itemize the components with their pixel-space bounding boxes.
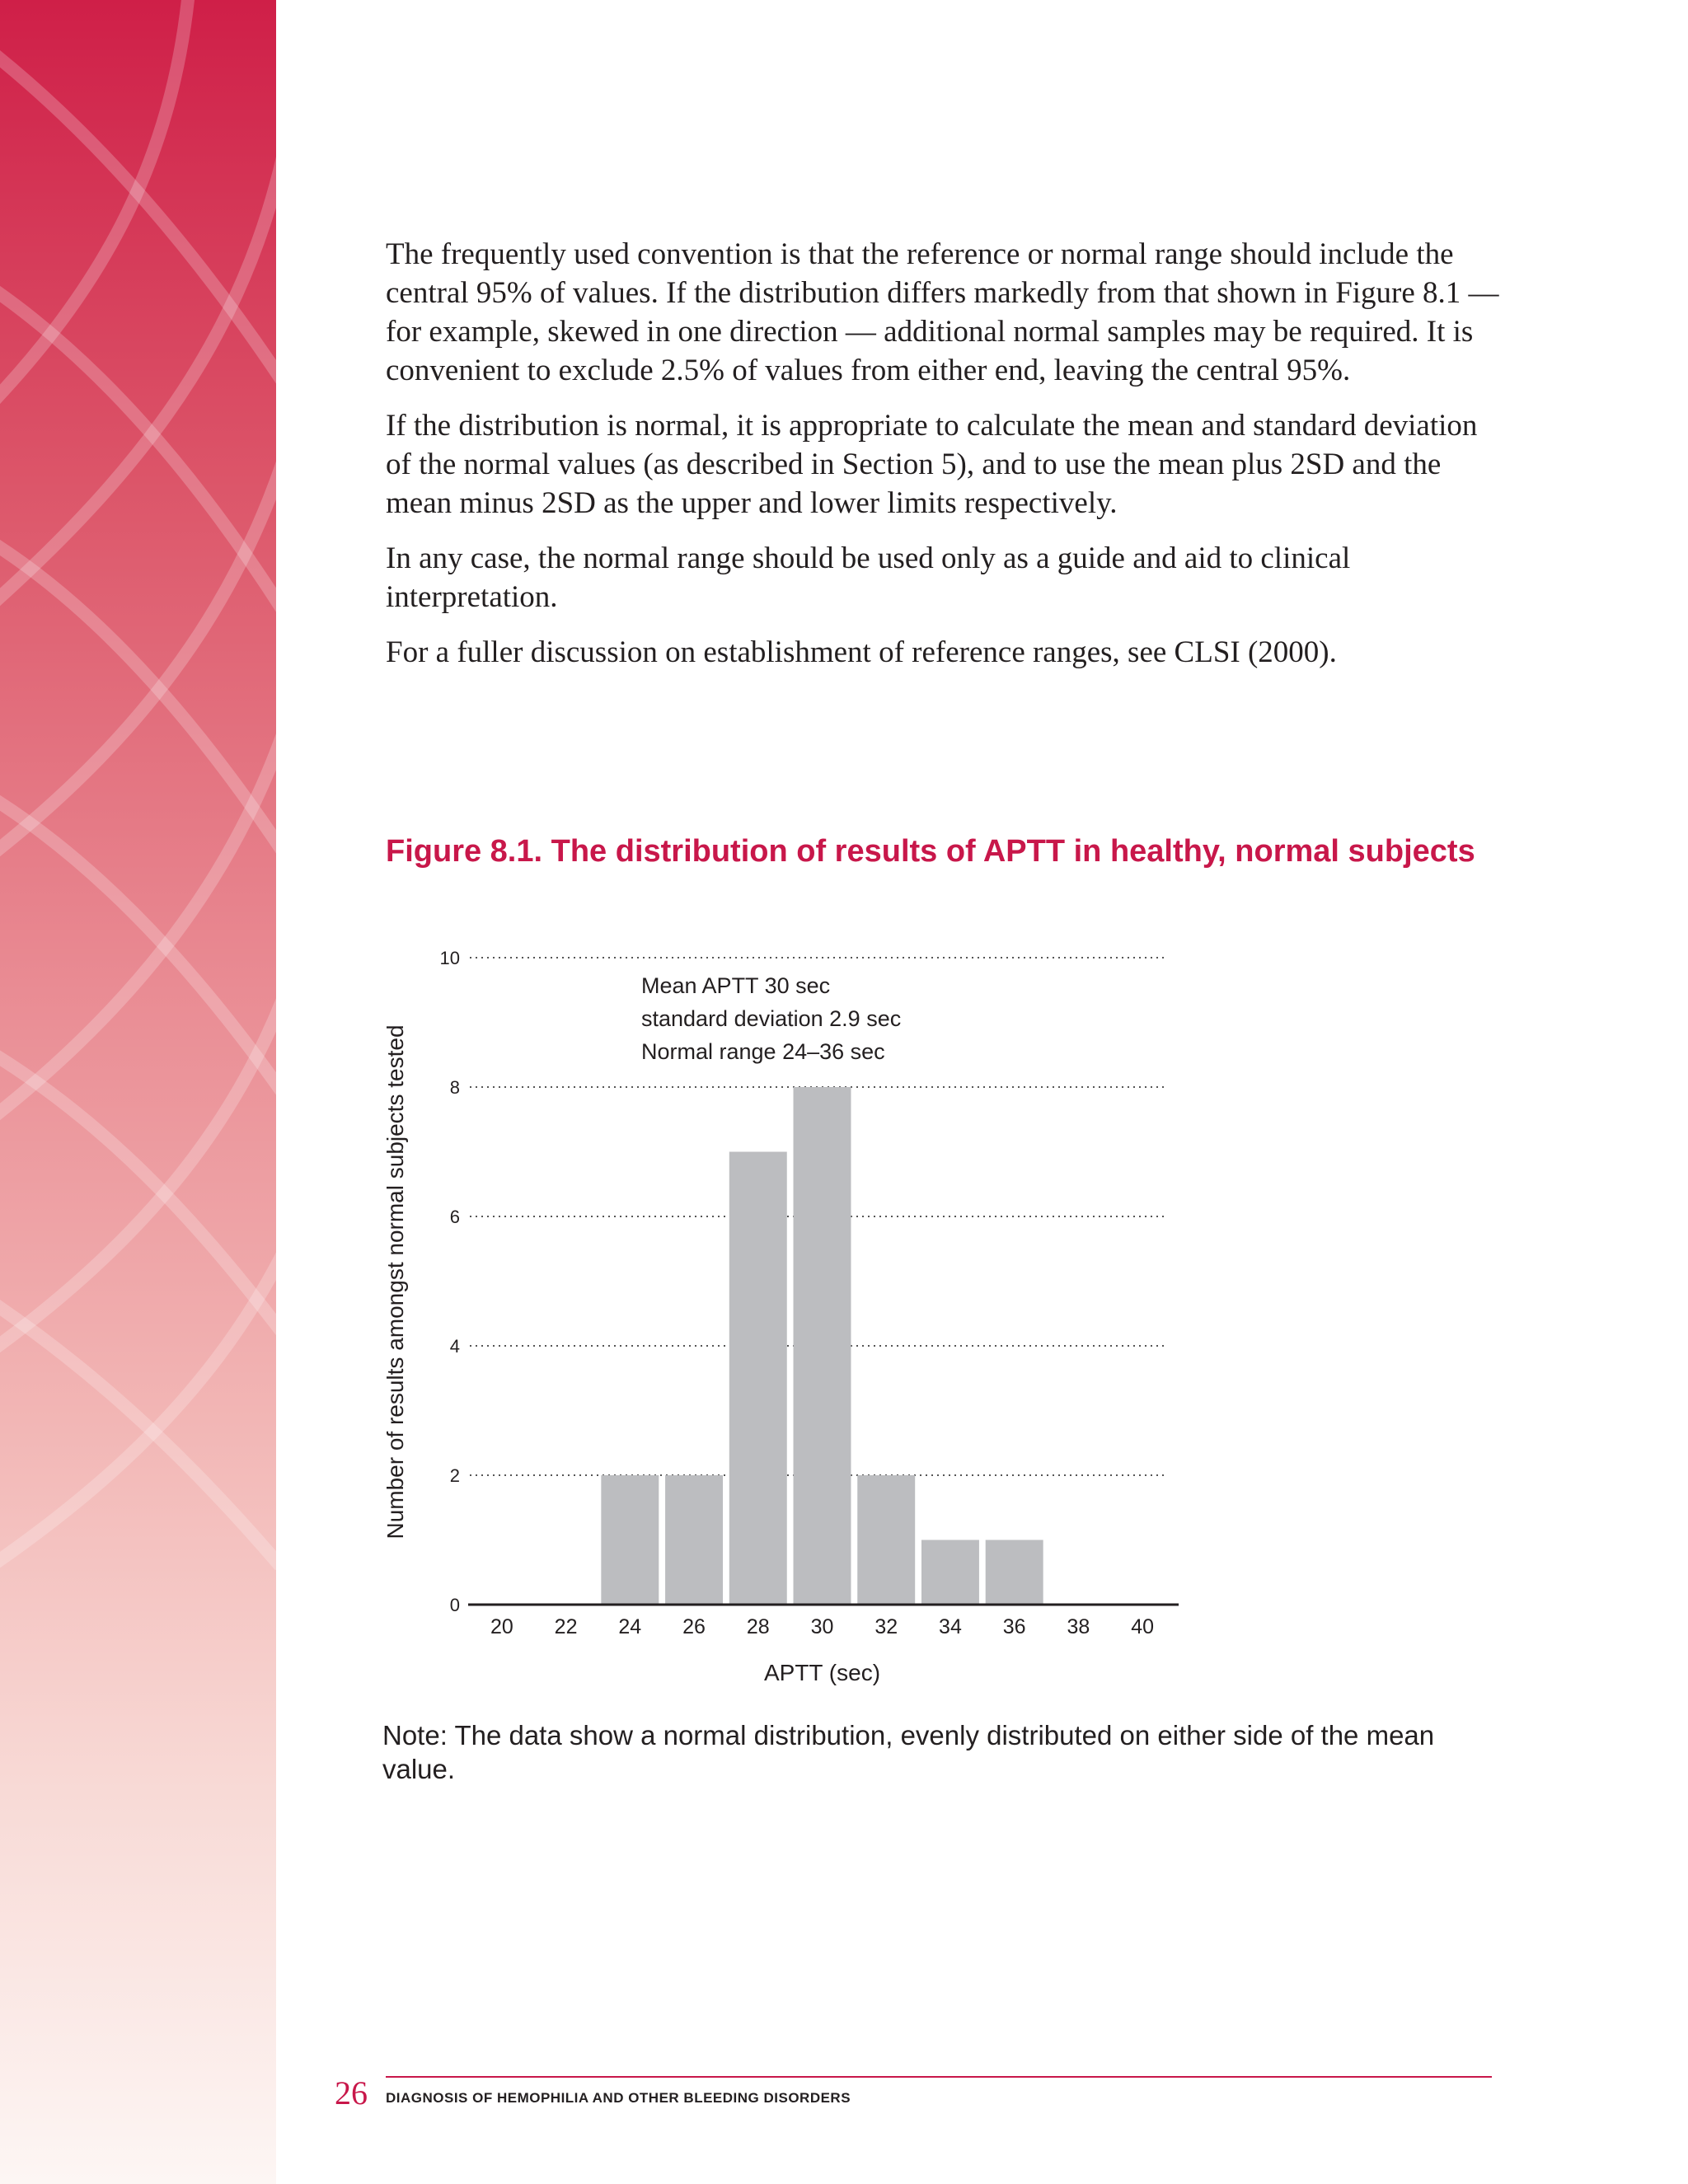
- figure-title: Figure 8.1. The distribution of results of APTT in healthy, normal subjects: [386, 834, 1475, 869]
- histogram-bar: [729, 1152, 787, 1605]
- decorative-side-band: [0, 0, 276, 2184]
- y-tick-label: 4: [449, 1336, 460, 1357]
- figure-note: Note: The data show a normal distribution, evenly distributed on either side of the mean value.: [382, 1720, 1435, 1784]
- x-tick-label: 40: [1131, 1615, 1155, 1638]
- y-tick-label: 2: [449, 1465, 460, 1486]
- y-tick-label: 6: [449, 1207, 460, 1227]
- chart-svg: [363, 923, 1203, 1698]
- y-tick-label: 10: [439, 948, 460, 968]
- y-tick-label: 8: [449, 1077, 460, 1098]
- chart-annotation: Mean APTT 30 sec: [641, 973, 831, 998]
- chart-annotation: Normal range 24–36 sec: [641, 1039, 885, 1064]
- paragraph: If the distribution is normal, it is appropriate to calculate the mean and standard deviation of the normal values (as described in Section 5), and to use the mean plus 2SD and the mean minus 2SD as the upper and lower limits respectively.: [386, 409, 1478, 520]
- x-tick-label: 30: [810, 1615, 834, 1638]
- running-head: DIAGNOSIS OF HEMOPHILIA AND OTHER BLEEDING DISORDERS: [386, 2090, 851, 2106]
- x-tick-label: 22: [554, 1615, 578, 1638]
- page-number: 26: [335, 2074, 368, 2111]
- paragraph: In any case, the normal range should be used only as a guide and aid to clinical interpretation.: [386, 541, 1351, 614]
- x-tick-label: 20: [490, 1615, 513, 1638]
- x-tick-label: 32: [874, 1615, 898, 1638]
- x-tick-label: 38: [1067, 1615, 1090, 1638]
- paragraph: The frequently used convention is that the reference or normal range should include the central 95% of values. If the distribution differs markedly from that shown in Figure 8.1 — for example, skewed in one direction — additional normal samples may be required. It is convenient to exclude 2.5% of values from either end, leaving the central 95%.: [386, 237, 1499, 387]
- histogram-bar: [857, 1475, 915, 1605]
- x-tick-label: 26: [682, 1615, 706, 1638]
- histogram-bar: [794, 1087, 851, 1605]
- aptt-histogram: [363, 923, 1203, 1698]
- x-tick-label: 36: [1002, 1615, 1026, 1638]
- paragraph: For a fuller discussion on establishment of reference ranges, see CLSI (2000).: [386, 635, 1337, 669]
- x-tick-label: 34: [939, 1615, 962, 1638]
- body-text: [386, 235, 1503, 688]
- histogram-bar: [665, 1475, 723, 1605]
- footer-rule: [386, 2076, 1492, 2078]
- chart-annotation: standard deviation 2.9 sec: [641, 1006, 902, 1031]
- x-tick-label: 24: [618, 1615, 642, 1638]
- y-tick-label: 0: [449, 1595, 460, 1615]
- globe-pattern-icon: [0, 0, 276, 2184]
- y-axis-label: Number of results amongst normal subjects tested: [382, 1024, 408, 1540]
- histogram-bar: [921, 1540, 979, 1605]
- x-tick-label: 28: [746, 1615, 770, 1638]
- histogram-bar: [601, 1475, 659, 1605]
- x-axis-label: APTT (sec): [763, 1660, 881, 1685]
- histogram-bar: [986, 1540, 1043, 1605]
